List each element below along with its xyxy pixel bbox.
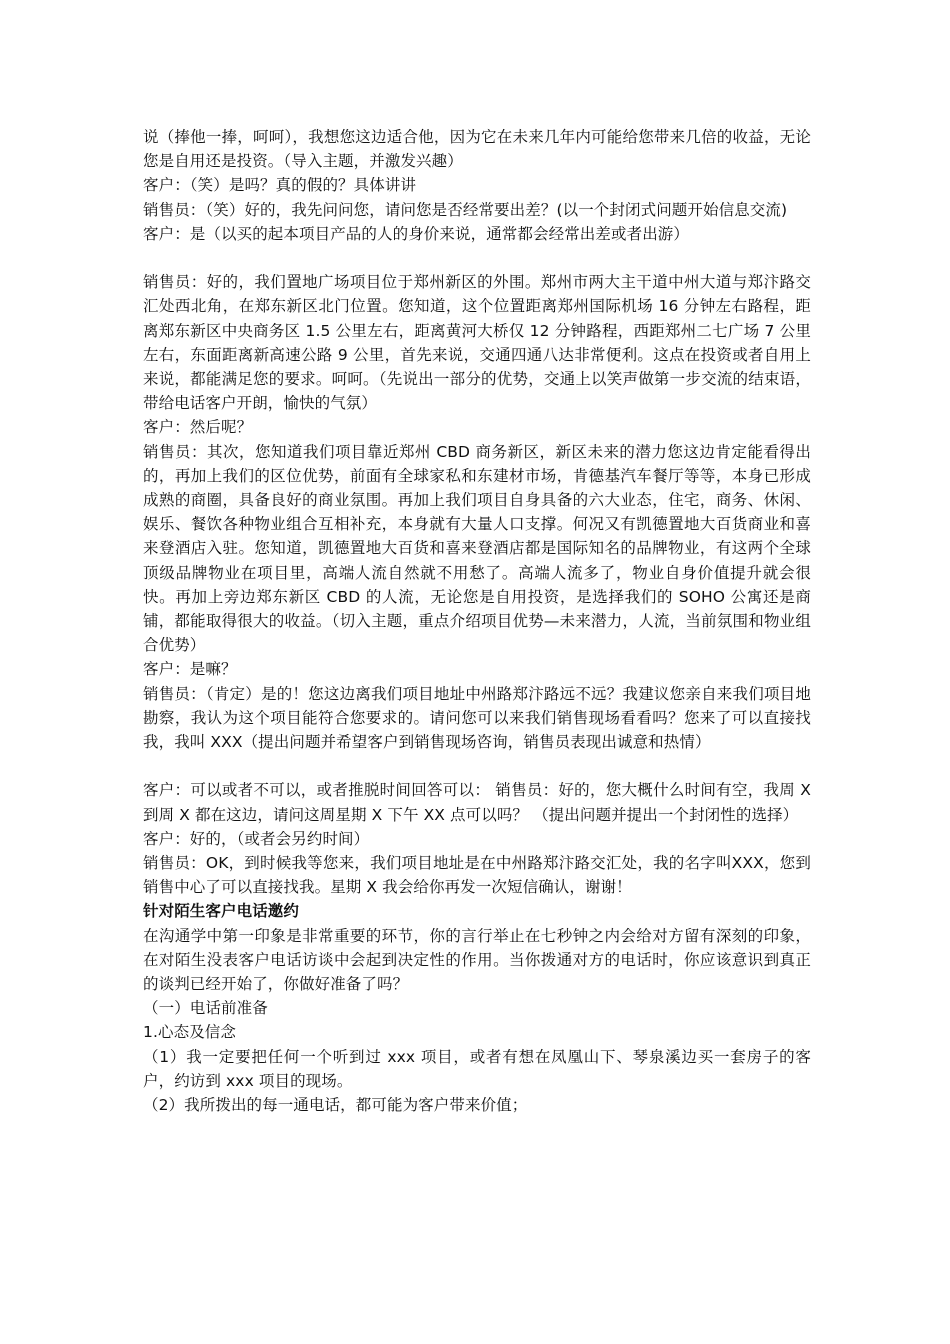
section-heading-cold-call: 针对陌生客户电话邀约	[143, 902, 300, 921]
paragraph-salesperson-question: 销售员：（笑）好的，我先问问您，请问您是否经常要出差？(以一个封闭式问题开始信息交流)	[143, 200, 788, 219]
paragraph-customer-ok: 客户：好的，（或者会另约时间）	[143, 829, 370, 848]
paragraph-location-advantage: 销售员：好的，我们置地广场项目位于郑州新区的外围。郑州市两大主干道中州大道与郑汴路交汇处西北角，在郑东新区北门位置。您知道，这个位置距离郑州国际机场 16 分钟左右路程，距离郑东新区中央商务区 1.5 公里左右，距离黄河大桥仅 12 分钟路程，西距郑州二七广场 7 公里左右，东面距离新高速公路 9 公里，首先来说，交通四通八达非常便利。这点在投资或者自用上来说，都能满足您的要求。呵呵。（先说出一部分的优势，交通上以笑声做第一步交流的结束语，带给电话客户开朗，愉快的气氛）	[143, 273, 811, 413]
paragraph-invite-visit: 销售员：（肯定）是的！您这边离我们项目地址中州路郑汴路远不远？我建议您亲自来我们项目地勘察，我认为这个项目能符合您要求的。请问您可以来我们销售现场看看吗？您来了可以直接找我，我叫 XXX（提出问题并希望客户到销售现场咨询，销售员表现出诚意和热情）	[143, 684, 811, 752]
list-item-belief-1: （1）我一定要把任何一个听到过 xxx 项目，或者有想在凤凰山下、琴泉溪边买一套房子的客户，约访到 xxx 项目的现场。	[143, 1047, 811, 1090]
paragraph-customer-answer: 客户：是（以买的起本项目产品的人的身价来说，通常都会经常出差或者出游）	[143, 224, 690, 243]
paragraph-first-impression: 在沟通学中第一印象是非常重要的环节，你的言行举止在七秒钟之内会给对方留有深刻的印象，在对陌生没表客户电话访谈中会起到决定性的作用。当你拨通对方的电话时，你应该意识到真正的谈判已经开始了，你做好准备了吗？	[143, 926, 811, 994]
document-body	[143, 125, 811, 1117]
subheading-mindset: 1.心态及信念	[143, 1023, 236, 1042]
paragraph-intro-continuation: 说（捧他一捧，呵呵），我想您这边适合他，因为它在未来几年内可能给您带来几倍的收益，无论您是自用还是投资。（导入主题，并激发兴趣）	[143, 128, 811, 171]
blank-line	[143, 754, 811, 778]
paragraph-confirmation: 销售员：OK，到时候我等您来，我们项目地址是在中州路郑汴路交汇处，我的名字叫XXX，您到销售中心了可以直接找我。星期 X 我会给你再发一次短信确认，谢谢！	[143, 854, 811, 897]
paragraph-customer-really: 客户：是嘛？	[143, 660, 237, 679]
subheading-call-preparation: （一）电话前准备	[143, 999, 268, 1018]
paragraph-customer-reply: 客户：（笑）是吗？真的假的？具体讲讲	[143, 176, 417, 195]
paragraph-customer-then: 客户：然后呢？	[143, 418, 253, 437]
paragraph-cbd-potential: 销售员：其次，您知道我们项目靠近郑州 CBD 商务新区，新区未来的潜力您这边肯定能看得出的，再加上我们的区位优势，前面有全球家私和东建材市场，肯德基汽车餐厅等等，本身已形成成熟的商圈，具备良好的商业氛围。再加上我们项目自身具备的六大业态，住宅，商务、休闲、娱乐、餐饮各种物业组合互相补充，本身就有大量人口支撑。何况又有凯德置地大百货商业和喜来登酒店入驻。您知道，凯德置地大百货和喜来登酒店都是国际知名的品牌物业，有这两个全球顶级品牌物业在项目里，高端人流自然就不用愁了。高端人流多了，物业自身价值提升就会很快。再加上旁边郑东新区 CBD 的人流，无论您是自用投资，是选择我们的 SOHO 公寓还是商铺，都能取得很大的收益。（切入主题，重点介绍项目优势—未来潜力，人流，当前氛围和物业组合优势）	[143, 442, 811, 655]
list-item-belief-2: （2）我所拨出的每一通电话，都可能为客户带来价值；	[143, 1096, 528, 1115]
blank-line	[143, 246, 811, 270]
paragraph-schedule-time: 客户：可以或者不可以，或者推脱时间回答可以： 销售员：好的，您大概什么时间有空，我周 X 到周 X 都在这边，请问这周星期 X 下午 XX 点可以吗？ （提出问题并提出一个封闭性的选择）	[143, 781, 811, 824]
